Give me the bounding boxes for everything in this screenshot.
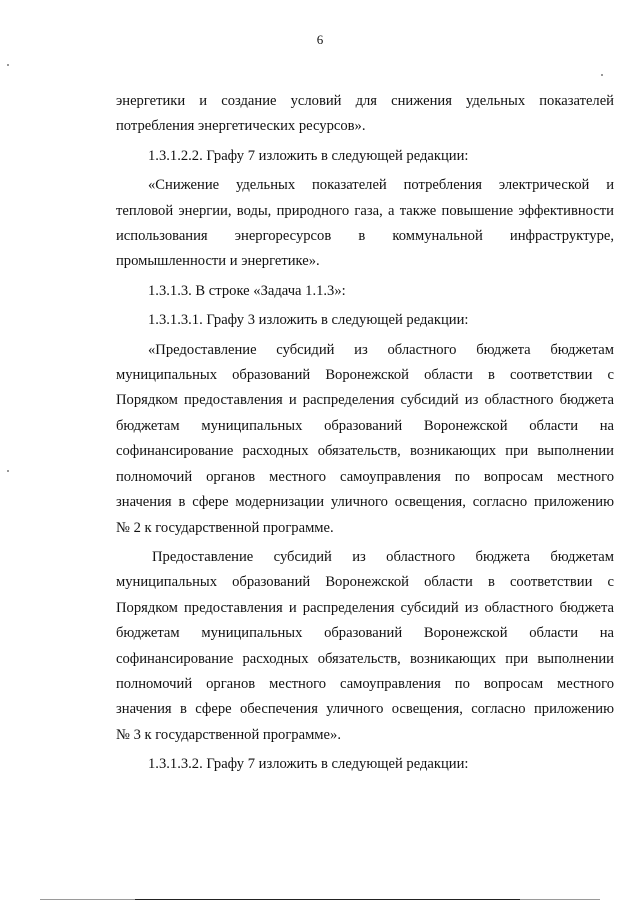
text-line: муниципальных образований Воронежской области в соответствии с	[116, 574, 614, 591]
paragraph-item-1-3-1-3-1	[116, 308, 614, 333]
text-line: энергетики и создание условий для снижения удельных показателей	[116, 93, 614, 109]
text-line: значения в сфере модернизации уличного освещения, согласно приложению	[116, 494, 614, 511]
text-line: софинансирование расходных обязательств, возникающих при выполнении	[116, 443, 614, 460]
paragraph-item-1-3-1-3	[116, 279, 614, 304]
text-line: 1.3.1.3.1. Графу 3 изложить в следующей редакции:	[148, 312, 469, 329]
text-line: 1.3.1.3. В строке «Задача 1.1.3»:	[148, 282, 346, 299]
page-number: 6	[316, 32, 324, 47]
paragraph-subsidies-street-lighting	[116, 545, 614, 748]
text-line: бюджетам муниципальных образований Воронежской области на	[116, 625, 614, 642]
text-line: «Снижение удельных показателей потребления электрической и	[148, 177, 614, 194]
text-line: софинансирование расходных обязательств, возникающих при выполнении	[116, 650, 614, 667]
text-line: полномочий органов местного самоуправления по вопросам местного	[116, 468, 614, 485]
text-line: Предоставление субсидий из областного бюджета бюджетам	[152, 548, 614, 565]
paragraph-item-1-3-1-3-2	[116, 752, 614, 777]
text-line: Порядком предоставления и распределения субсидий из областного бюджета	[116, 599, 614, 616]
paragraph-quote-subsidies-modernization	[116, 338, 614, 541]
scan-speck	[7, 470, 9, 472]
text-line: использования энергоресурсов в коммунальной инфраструктуре,	[116, 228, 614, 245]
text-line: 1.3.1.2.2. Графу 7 изложить в следующей редакции:	[148, 147, 469, 164]
text-line: № 3 к государственной программе».	[116, 726, 341, 743]
text-line: тепловой энергии, воды, природного газа, а также повышение эффективности	[116, 202, 614, 219]
text-line: «Предоставление субсидий из областного бюджета бюджетам	[148, 341, 614, 358]
text-line: промышленности и энергетике».	[116, 253, 320, 270]
text-line: бюджетам муниципальных образований Воронежской области на	[116, 417, 614, 434]
text-line: Порядком предоставления и распределения субсидий из областного бюджета	[116, 392, 614, 409]
scan-speck	[7, 64, 9, 66]
paragraph-continuation	[116, 89, 614, 140]
text-line: № 2 к государственной программе.	[116, 519, 334, 536]
text-line: полномочий органов местного самоуправления по вопросам местного	[116, 675, 614, 692]
text-line: 1.3.1.3.2. Графу 7 изложить в следующей редакции:	[148, 756, 469, 773]
document-body	[116, 89, 614, 778]
paragraph-item-1-3-1-2-2	[116, 144, 614, 169]
scan-speck	[601, 74, 603, 76]
scan-edge-line-dark	[135, 899, 520, 900]
paragraph-quote-energy	[116, 173, 614, 275]
text-line: значения в сфере обеспечения уличного освещения, согласно приложению	[116, 701, 614, 718]
text-line: муниципальных образований Воронежской области в соответствии с	[116, 367, 614, 384]
text-line: потребления энергетических ресурсов».	[116, 118, 366, 135]
